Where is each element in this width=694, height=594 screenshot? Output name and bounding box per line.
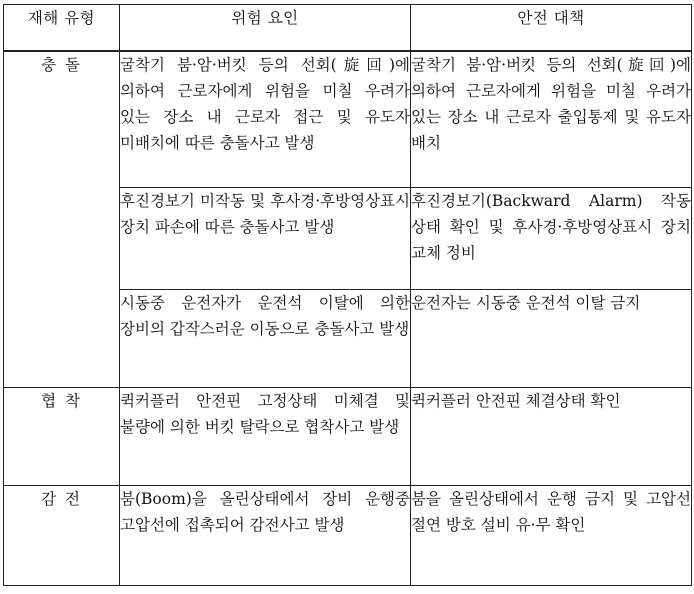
header-type: 재해 유형: [4, 5, 120, 52]
type-collision: 충 돌: [4, 51, 120, 387]
table-row: [4, 485, 692, 585]
type-electrocution: 감 전: [4, 485, 120, 585]
hazard-cell: 퀵커플러 안전핀 고정상태 미체결 및 불량에 의한 버킷 탈락으로 협착사고 발생: [120, 387, 411, 485]
type-pinch: 협 착: [4, 387, 120, 485]
hazard-cell: 시동중 운전자가 운전석 이탈에 의한 장비의 갑작스러운 이동으로 충돌사고 발생: [120, 289, 411, 387]
table-row: [4, 387, 692, 485]
measure-cell: 운전자는 시동중 운전석 이탈 금지: [411, 289, 692, 387]
header-row: [4, 5, 692, 52]
measure-cell: 퀵커플러 안전핀 체결상태 확인: [411, 387, 692, 485]
hazard-cell: 굴착기 붐·암·버킷 등의 선회(旋回)에 의하여 근로자에게 위험을 미칠 우려가 있는 장소 내 근로자 접근 및 유도자 미배치에 따른 충돌사고 발생: [120, 51, 411, 187]
hazard-cell: 붐(Boom)을 올린상태에서 장비 운행중 고압선에 접촉되어 감전사고 발생: [120, 485, 411, 585]
measure-cell: 후진경보기(Backward Alarm) 작동 상태 확인 및 후사경·후방영상표시 장치 교체 정비: [411, 187, 692, 289]
hazard-table: [3, 4, 692, 586]
header-hazard: 위험 요인: [120, 5, 411, 52]
hazard-cell: 후진경보기 미작동 및 후사경·후방영상표시 장치 파손에 따른 충돌사고 발생: [120, 187, 411, 289]
measure-cell: 굴착기 붐·암·버킷 등의 선회(旋回)에 의하여 근로자에게 위험을 미칠 우려가 있는 장소 내 근로자 출입통제 및 유도자 배치: [411, 51, 692, 187]
table-row: [4, 51, 692, 187]
header-measure: 안전 대책: [411, 5, 692, 52]
measure-cell: 붐을 올린상태에서 운행 금지 및 고압선 절연 방호 설비 유·무 확인: [411, 485, 692, 585]
